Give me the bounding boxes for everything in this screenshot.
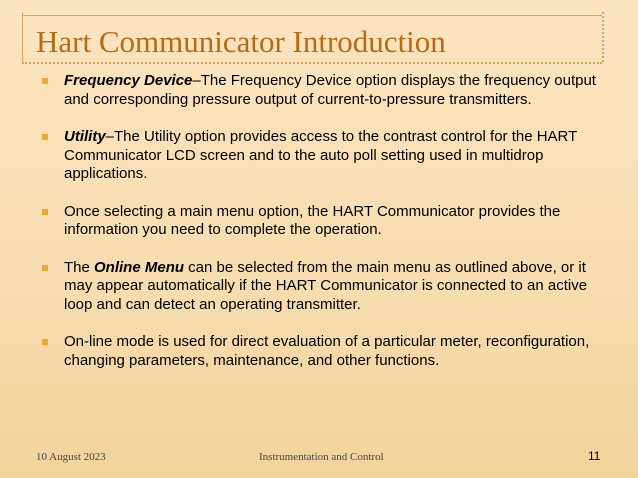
bullet-text [64,128,577,182]
bullet-body: On-line mode is used for direct evaluation of a particular meter, reconfiguration, changing parameters, maintenance, and other functions. [64,333,590,369]
bullet-online-menu [38,259,618,315]
frame-dotted-bottom [22,62,602,64]
bullet-text [64,259,587,313]
frame-line-top [22,15,602,16]
page-number: 11 [588,449,601,463]
bullet-emphasis: Frequency Device [64,72,193,89]
bullet-online-mode [38,333,618,370]
square-bullet-icon [42,78,48,84]
bullet-prefix: The [64,258,95,276]
bullet-utility [38,128,618,184]
bullet-body: Once selecting a main menu option, the HART Communicator provides the information you need to complete the operation. [64,202,561,238]
bullet-list [38,72,618,389]
footer-title: Instrumentation and Control [259,451,384,463]
bullet-body: can be selected from the main menu as outlined above, or it may appear automatically if the HART Communicator is connected to an active loop and can detect an operating transmitter. [64,258,588,313]
frame-line-left [22,12,23,62]
square-bullet-icon [42,265,48,271]
slide-title: Hart Communicator Introduction [36,24,446,59]
square-bullet-icon [42,209,48,215]
bullet-frequency-device [38,72,618,109]
bullet-emphasis: Online Menu [94,258,185,276]
bullet-main-menu-option [38,203,618,240]
bullet-body: –The Frequency Device option displays the frequency output and corresponding pressure output of current-to-pressure transmitters. [64,72,596,108]
footer-date: 10 August 2023 [36,451,106,463]
square-bullet-icon [42,339,48,345]
bullet-text [64,72,596,108]
bullet-body: –The Utility option provides access to the contrast control for the HART Communicator LCD screen and to the auto poll setting used in multidrop applications. [64,128,578,182]
bullet-emphasis: Utility [64,128,106,145]
frame-dotted-right [602,12,604,62]
square-bullet-icon [42,134,48,140]
